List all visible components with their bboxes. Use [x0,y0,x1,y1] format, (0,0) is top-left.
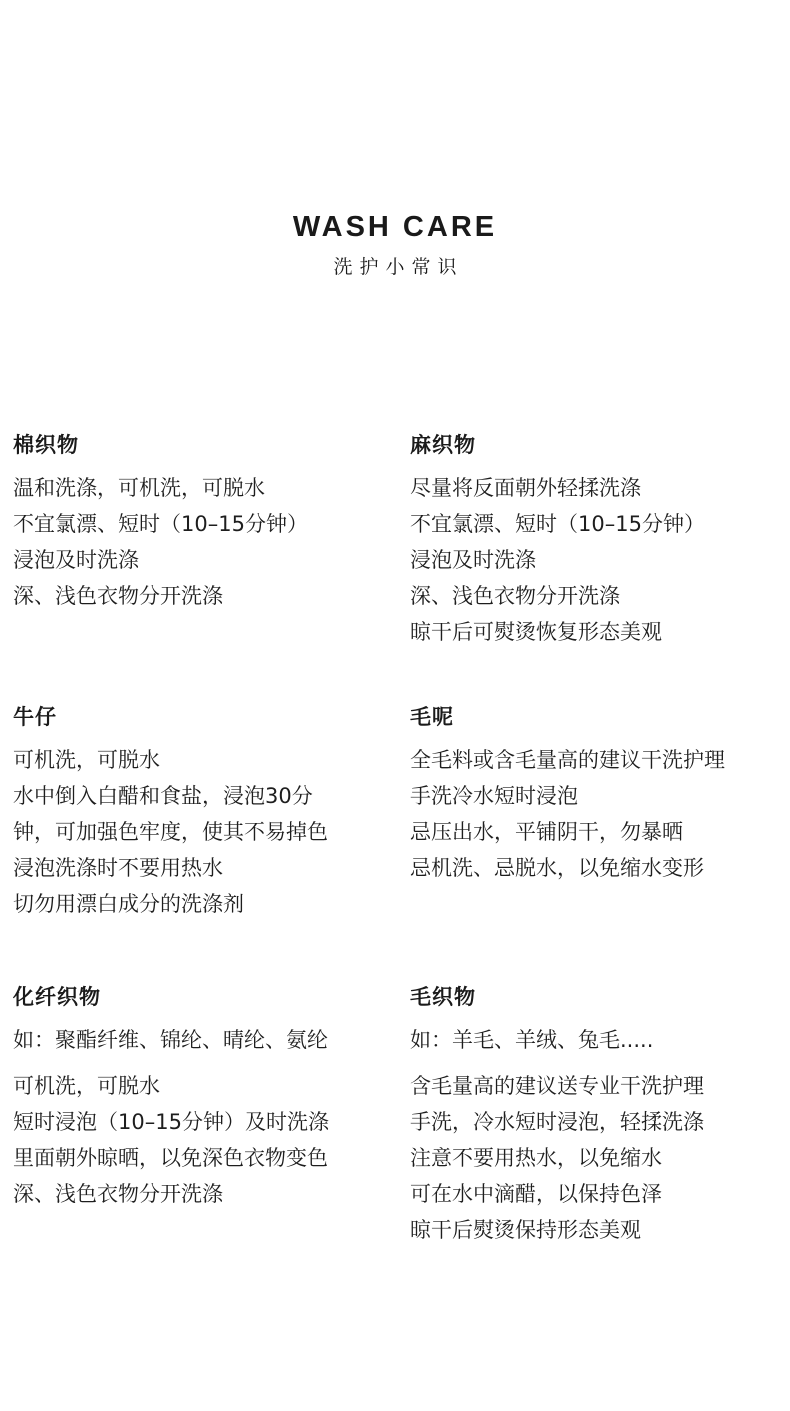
care-line: 注意不要用热水，以免缩水 [410,1146,662,1170]
section-subtitle: 如：羊毛、羊绒、兔毛..... [410,1028,654,1052]
section-subtitle: 如：聚酯纤维、锦纶、晴纶、氨纶 [13,1028,328,1052]
care-line: 里面朝外晾晒，以免深色衣物变色 [13,1146,328,1170]
care-line: 浸泡及时洗涤 [410,548,536,572]
care-line: 浸泡及时洗涤 [13,548,139,572]
care-line: 钟，可加强色牢度，使其不易掉色 [13,820,328,844]
care-line: 晾干后熨烫保持形态美观 [410,1218,641,1242]
page-title-chinese: 洗护小常识 [333,256,464,278]
section-denim [13,702,391,922]
care-line: 手洗冷水短时浸泡 [410,784,578,808]
care-line: 不宜氯漂、短时（10–15分钟） [13,512,308,536]
care-line: 浸泡洗涤时不要用热水 [13,856,223,880]
section-title: 牛仔 [13,705,57,729]
care-line: 全毛料或含毛量高的建议干洗护理 [410,748,725,772]
page-header [0,208,790,280]
care-line: 不宜氯漂、短时（10–15分钟） [410,512,705,536]
care-line: 手洗，冷水短时浸泡，轻揉洗涤 [410,1110,704,1134]
care-line: 水中倒入白醋和食盐，浸泡30分 [13,784,313,808]
section-title: 麻织物 [410,433,476,457]
section-linen [410,430,788,650]
section-synthetic [13,982,391,1212]
care-line: 切勿用漂白成分的洗涤剂 [13,892,244,916]
care-line: 深、浅色衣物分开洗涤 [13,584,223,608]
care-line: 可机洗，可脱水 [13,748,160,772]
care-line: 可机洗，可脱水 [13,1074,160,1098]
care-line: 晾干后可熨烫恢复形态美观 [410,620,662,644]
care-line: 含毛量高的建议送专业干洗护理 [410,1074,704,1098]
section-title: 化纤织物 [13,985,101,1009]
care-line: 温和洗涤，可机洗，可脱水 [13,476,265,500]
care-line: 深、浅色衣物分开洗涤 [410,584,620,608]
care-line: 忌压出水，平铺阴干，勿暴晒 [410,820,683,844]
section-wool [410,982,788,1248]
page-title-english: WASH CARE [292,211,498,243]
care-line: 尽量将反面朝外轻揉洗涤 [410,476,641,500]
section-cotton [13,430,391,614]
care-line: 可在水中滴醋，以保持色泽 [410,1182,662,1206]
section-title: 棉织物 [13,433,79,457]
section-title: 毛呢 [410,705,454,729]
care-line: 深、浅色衣物分开洗涤 [13,1182,223,1206]
care-line: 忌机洗、忌脱水，以免缩水变形 [410,856,704,880]
section-title: 毛织物 [410,985,476,1009]
care-line: 短时浸泡（10–15分钟）及时洗涤 [13,1110,329,1134]
section-woolen-cloth [410,702,788,886]
